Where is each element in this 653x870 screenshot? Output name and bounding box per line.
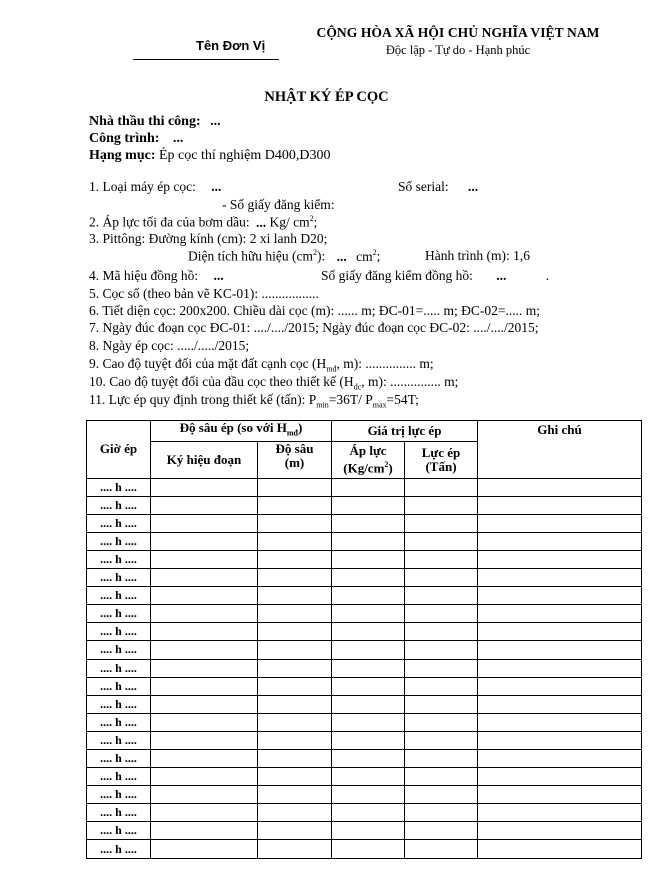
depth-cell[interactable] [258,514,332,532]
note-cell[interactable] [478,587,642,605]
field-4-label: 4. Mã hiệu đồng hồ: [89,268,199,283]
table-row [87,514,642,532]
segment-cell[interactable] [151,550,258,568]
header-note: Ghi chú [478,421,642,479]
table-row [87,550,642,568]
note-cell[interactable] [478,496,642,514]
time-cell[interactable]: .... h .... [87,822,151,840]
segment-cell[interactable] [151,623,258,641]
time-cell[interactable]: .... h .... [87,695,151,713]
note-cell[interactable] [478,659,642,677]
note-cell[interactable] [478,713,642,731]
depth-cell[interactable] [258,605,332,623]
pressure-cell[interactable] [332,695,405,713]
pressure-cell[interactable] [332,478,405,496]
force-cell[interactable] [405,569,478,587]
pressure-cell[interactable] [332,532,405,550]
header-depth: Độ sâu (m) [258,441,332,478]
time-cell[interactable]: .... h .... [87,478,151,496]
depth-cell[interactable] [258,822,332,840]
force-cell[interactable] [405,786,478,804]
note-cell[interactable] [478,532,642,550]
depth-cell[interactable] [258,804,332,822]
gauge-registration-line: Số giấy đăng kiểm đồng hồ: ... . [321,268,550,283]
table-row [87,659,642,677]
time-cell[interactable]: .... h .... [87,641,151,659]
note-cell[interactable] [478,750,642,768]
depth-cell[interactable] [258,731,332,749]
depth-cell[interactable] [258,677,332,695]
table-row [87,605,642,623]
force-cell[interactable] [405,659,478,677]
force-cell[interactable] [405,731,478,749]
field-4-value: ... [213,268,224,283]
pressure-cell[interactable] [332,641,405,659]
work-label: Công trình: [89,131,160,146]
field-5: 5. Cọc số (theo bản vẽ KC-01): ................. [89,286,319,301]
field-2: 2. Áp lực tối đa của bơm dầu: ... Kg/ $cm^2$; [89,214,318,230]
segment-cell[interactable] [151,750,258,768]
serial-value: ... [468,179,479,194]
unit-name: Tên Đơn Vị [196,38,266,53]
field-9: 9. Cao độ tuyệt đối của mặt đất cạnh cọc ($H_{mđ}$, m): ............... m; [89,356,434,374]
depth-cell[interactable] [258,496,332,514]
field-2-unit: Kg/ cm [269,214,310,230]
table-row [87,587,642,605]
force-cell[interactable] [405,478,478,496]
pressure-cell[interactable] [332,786,405,804]
table-row [87,496,642,514]
item-line [89,148,330,164]
depth-cell[interactable] [258,478,332,496]
note-cell[interactable] [478,569,642,587]
pressure-cell[interactable] [332,840,405,858]
field-2-label: 2. Áp lực tối đa của bơm dầu: [89,214,250,230]
document-title: NHẬT KÝ ÉP CỌC [264,89,389,105]
segment-cell[interactable] [151,804,258,822]
segment-cell[interactable] [151,822,258,840]
pressure-cell[interactable] [332,768,405,786]
time-cell[interactable]: .... h .... [87,786,151,804]
field-8: 8. Ngày ép cọc: ...../...../2015; [89,338,250,353]
table-row [87,804,642,822]
pressure-cell[interactable] [332,605,405,623]
force-cell[interactable] [405,605,478,623]
national-motto: Độc lập - Tự do - Hạnh phúc [385,43,531,57]
field-11: 11. Lực ép quy định trong thiết kế (tấn): $P_{min}=36T/$ $P_{max}=54T$; [89,392,419,410]
segment-cell[interactable] [151,496,258,514]
time-cell[interactable]: .... h .... [87,750,151,768]
force-cell[interactable] [405,768,478,786]
note-cell[interactable] [478,786,642,804]
depth-cell[interactable] [258,840,332,858]
time-cell[interactable]: .... h .... [87,713,151,731]
force-cell[interactable] [405,822,478,840]
force-cell[interactable] [405,677,478,695]
contractor-label: Nhà thầu thi công: [89,114,201,129]
table-row [87,623,642,641]
field-2-value: ... [256,214,267,230]
segment-cell[interactable] [151,786,258,804]
segment-cell[interactable] [151,514,258,532]
time-cell[interactable]: .... h .... [87,840,151,858]
note-cell[interactable] [478,605,642,623]
field-7: 7. Ngày đúc đoạn cọc ĐC-01: ..../..../2015; Ngày đúc đoạn cọc ĐC-02: ..../..../2015; [89,320,539,335]
note-cell[interactable] [478,641,642,659]
force-cell[interactable] [405,587,478,605]
time-cell[interactable]: .... h .... [87,659,151,677]
depth-cell[interactable] [258,713,332,731]
time-cell[interactable]: .... h .... [87,731,151,749]
field-1 [89,179,221,195]
note-cell[interactable] [478,731,642,749]
segment-cell[interactable] [151,731,258,749]
segment-cell[interactable] [151,840,258,858]
note-cell[interactable] [478,623,642,641]
segment-cell[interactable] [151,587,258,605]
field-10: 10. Cao độ tuyệt đối của đầu cọc theo thiết kế ($H_{dc}$, m): ............... m; [89,374,459,392]
item-value: Ép cọc thí nghiệm D400,D300 [159,148,331,163]
segment-cell[interactable] [151,641,258,659]
segment-cell[interactable] [151,713,258,731]
note-cell[interactable] [478,478,642,496]
registration-line: - Số giấy đăng kiểm: [222,197,335,212]
depth-cell[interactable] [258,750,332,768]
force-cell[interactable] [405,514,478,532]
stroke-line: Hành trình (m): 1,6 [425,248,530,263]
segment-cell[interactable] [151,659,258,677]
depth-cell[interactable] [258,532,332,550]
force-cell[interactable] [405,713,478,731]
note-cell[interactable] [478,840,642,858]
force-cell[interactable] [405,496,478,514]
pressure-cell[interactable] [332,822,405,840]
table-row [87,731,642,749]
time-cell[interactable]: .... h .... [87,587,151,605]
note-cell[interactable] [478,550,642,568]
item-label: Hạng mục: [89,148,156,163]
table-row [87,786,642,804]
depth-cell[interactable] [258,623,332,641]
contractor-value: ... [210,114,221,129]
segment-cell[interactable] [151,478,258,496]
note-cell[interactable] [478,677,642,695]
header-force: Lực ép (Tấn) [405,441,478,478]
segment-cell[interactable] [151,605,258,623]
force-cell[interactable] [405,550,478,568]
time-cell[interactable]: .... h .... [87,532,151,550]
time-cell[interactable]: .... h .... [87,804,151,822]
pressure-cell[interactable] [332,659,405,677]
table-row [87,840,642,858]
table-row [87,677,642,695]
force-cell[interactable] [405,532,478,550]
work-value: ... [172,131,184,146]
field-1-label: 1. Loại máy ép cọc: [89,179,196,194]
time-cell[interactable]: .... h .... [87,496,151,514]
header-force-group: Giá trị lực ép [332,421,478,442]
note-cell[interactable] [478,768,642,786]
time-cell[interactable]: .... h .... [87,514,151,532]
log-body [87,478,642,858]
pressure-cell[interactable] [332,569,405,587]
time-cell[interactable]: .... h .... [87,569,151,587]
note-cell[interactable] [478,695,642,713]
serial-line [398,179,478,195]
pile-log-table [86,420,642,859]
time-cell[interactable]: .... h .... [87,677,151,695]
depth-cell[interactable] [258,786,332,804]
depth-cell[interactable] [258,641,332,659]
time-cell[interactable]: .... h .... [87,623,151,641]
pressure-cell[interactable] [332,750,405,768]
depth-cell[interactable] [258,695,332,713]
header-depth-group: Độ sâu ép (so với $H_{mđ}$) [151,421,332,442]
gauge-registration-value: ... [496,268,507,283]
table-row [87,641,642,659]
table-row [87,569,642,587]
depth-cell[interactable] [258,768,332,786]
time-cell[interactable]: .... h .... [87,550,151,568]
work-line [89,131,183,147]
area-line: Diện tích hữu hiệu $(cm^2)$: ... $cm^2$; [188,248,381,264]
pressure-cell[interactable] [332,587,405,605]
pressure-cell[interactable] [332,514,405,532]
depth-cell[interactable] [258,550,332,568]
force-cell[interactable] [405,750,478,768]
time-cell[interactable]: .... h .... [87,768,151,786]
force-cell[interactable] [405,840,478,858]
segment-cell[interactable] [151,677,258,695]
segment-cell[interactable] [151,768,258,786]
note-cell[interactable] [478,822,642,840]
table-row [87,478,642,496]
pressure-cell[interactable] [332,731,405,749]
time-cell[interactable]: .... h .... [87,605,151,623]
note-cell[interactable] [478,514,642,532]
header-segment: Ký hiệu đoạn [151,441,258,478]
table-row [87,532,642,550]
unit-underline [133,59,279,60]
pressure-cell[interactable] [332,804,405,822]
pressure-cell[interactable] [332,550,405,568]
contractor-line [89,114,221,130]
pressure-cell[interactable] [332,623,405,641]
pressure-cell[interactable] [332,677,405,695]
header-time: Giờ ép [87,421,151,479]
pressure-cell[interactable] [332,713,405,731]
depth-cell[interactable] [258,569,332,587]
field-6: 6. Tiết diện cọc: 200x200. Chiều dài cọc (m): ...... m; ĐC-01=..... m; ĐC-02=..... m; [89,303,540,318]
force-cell[interactable] [405,695,478,713]
segment-cell[interactable] [151,532,258,550]
table-row [87,695,642,713]
table-row [87,822,642,840]
segment-cell[interactable] [151,695,258,713]
segment-cell[interactable] [151,569,258,587]
table-row [87,750,642,768]
depth-cell[interactable] [258,659,332,677]
depth-cell[interactable] [258,587,332,605]
pressure-cell[interactable] [332,496,405,514]
field-1-value: ... [211,179,222,194]
serial-label: Số serial: [398,179,449,194]
note-cell[interactable] [478,804,642,822]
force-cell[interactable] [405,804,478,822]
table-row [87,713,642,731]
field-3: 3. Pittông: Đường kính (cm): 2 xi lanh D20; [89,231,328,246]
field-4 [89,268,224,284]
force-cell[interactable] [405,623,478,641]
national-title: CỘNG HÒA XÃ HỘI CHỦ NGHĨA VIỆT NAM [316,25,600,40]
header-pressure: Áp lực $(Kg/cm^2)$ [332,441,405,478]
area-value: ... [336,248,347,264]
table-row [87,768,642,786]
force-cell[interactable] [405,641,478,659]
